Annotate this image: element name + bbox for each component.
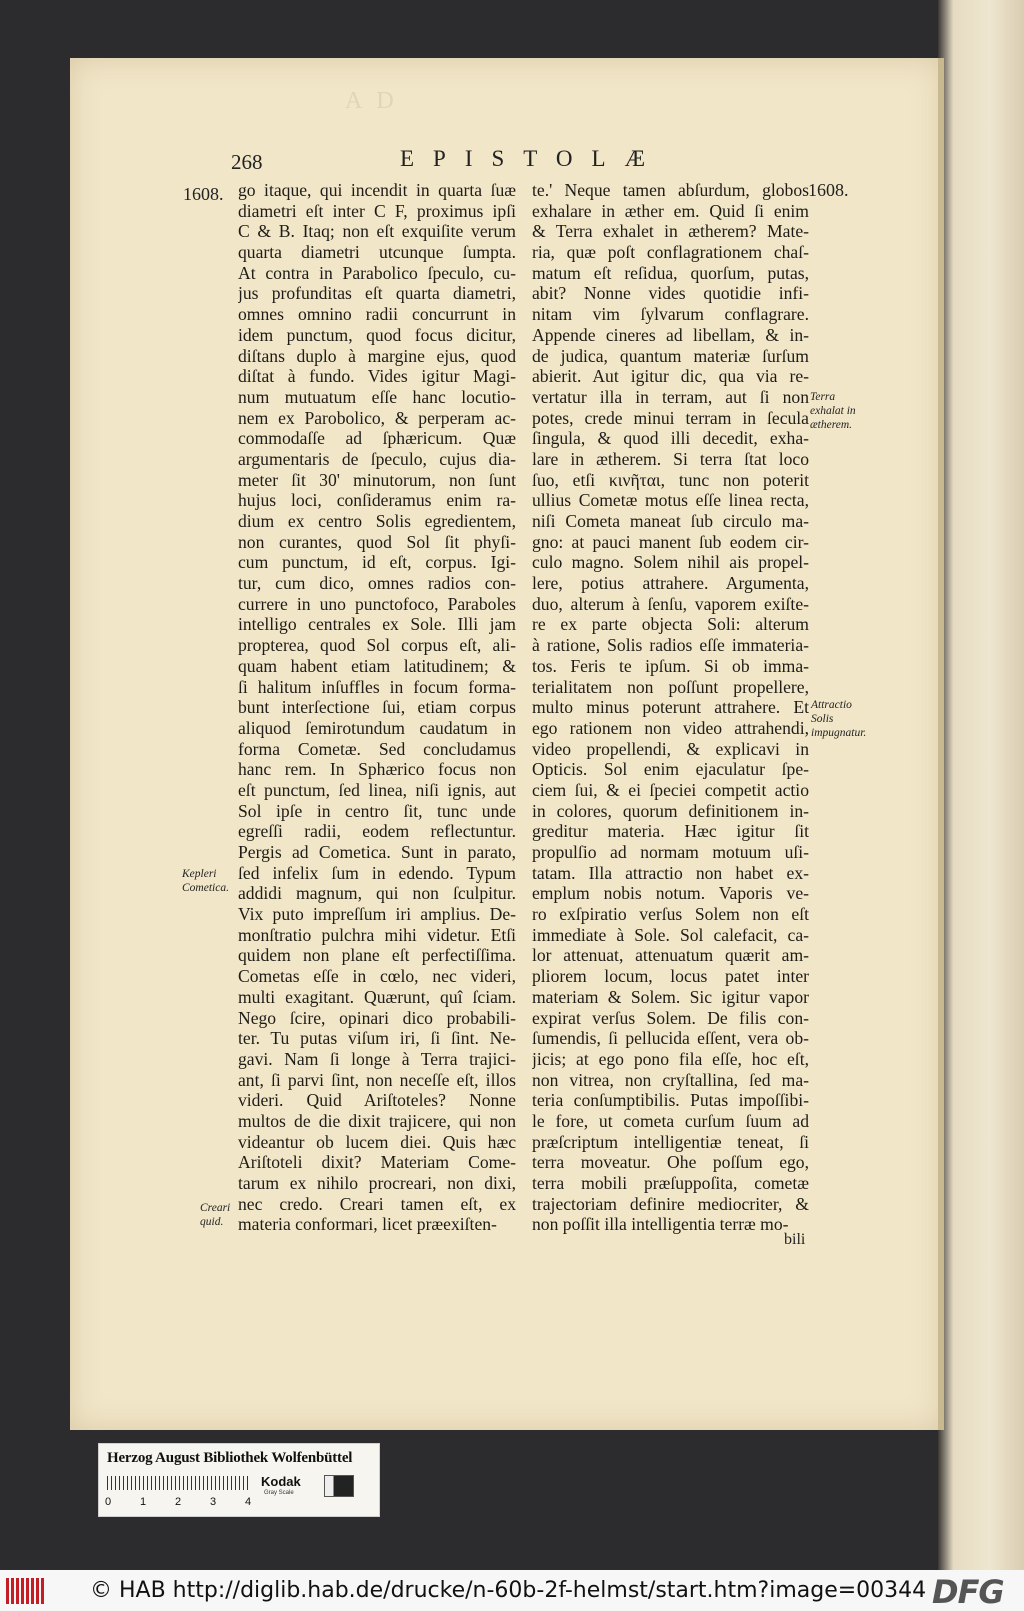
text-line: eſt punctum, ſed linea, niſi ignis, aut [238,779,516,800]
text-line: tos. Feris te ipſum. Si ob imma- [532,655,809,676]
text-line: monſtratio pulchra mihi videtur. Etſi [238,924,516,945]
text-line: intelligo centrales ex Sole. Illi jam [238,614,516,635]
text-line: tarum ex nihilo procreari, non dixi, [238,1173,516,1193]
text-line: go itaque, qui incendit in quarta ſuæ [238,180,516,200]
text-line: multi exagitant. Quærunt, quî ſciam. [238,986,516,1007]
text-line: propulſio ad normam motuum uſi- [532,842,809,862]
text-line: exhalare in æther em. Quid ſi enim [532,200,809,221]
text-line: non curantes, quod Sol ſit phyſi- [238,531,516,552]
text-line: ego rationem non video attrahendi, [532,717,809,738]
text-line: hujus loci, conſideramus enim ra- [238,490,516,511]
text-line: tur, cum dico, omnes radios con- [238,573,516,594]
text-line: nec credo. Creari tamen eſt, ex [238,1193,516,1214]
running-title: EPISTOLÆ [400,146,665,171]
text-line: te.' Neque tamen abſurdum, globos [532,180,809,200]
facing-page-strip [938,0,1024,1570]
text-line: num mutuatum eſſe hanc locutio- [238,386,516,407]
text-line: greditur materia. Hæc igitur ſit [532,821,809,842]
text-line: nem ex Parobolico, & perperam ac- [238,407,516,428]
text-line: diametri eſt inter C F, proximus ipſi [238,200,516,221]
text-line: cum punctum, id eſt, corpus. Igi- [238,552,516,573]
library-name: Herzog August Bibliothek Wolfenbüttel [107,1450,353,1466]
margin-note-attractio: Attractio Solis impugnatur. [811,699,867,739]
right-text-column [532,180,809,1235]
text-line: abierit. Aut igitur dic, qua via re- [532,366,809,387]
text-line: multos de die dixit trajicere, qui non [238,1110,516,1131]
text-line: expirat verſus Solem. De filis con- [532,1007,809,1028]
footer-bar [0,1570,1024,1611]
text-line: abit? Nonne vides quotidie infi- [532,283,809,304]
text-line: in colores, quorum definitionem in- [532,800,809,821]
text-line: ant, ſi parvi ſint, non neceſſe eſt, illos [238,1069,516,1090]
ruler-number: 1 [140,1496,147,1508]
text-line: At contra in Parabolico ſpeculo, cu- [238,262,516,283]
text-line: addidi magnum, qui non ſculpitur. [238,883,516,904]
text-line: currere in uno punctofoco, Paraboles [238,593,516,614]
text-line: Cometas eſſe in cœlo, nec videri, [238,966,516,987]
margin-note-creari: Creari quid. [200,1202,231,1228]
text-line: non poſſit illa intelligentia terræ mo- [532,1214,789,1235]
ruler-number: 3 [210,1496,217,1508]
text-line: re ex parte objecta Soli: alterum [532,614,809,635]
text-line: de judica, quantum materiæ ſurſum [532,345,809,366]
text-line: vertatur illa in terram, aut ſi non [532,386,809,407]
text-line: ter. Tu putas viſum iri, ſi ſint. Ne- [238,1028,516,1049]
text-line: trajectoriam definire mediocriter, & [532,1193,809,1214]
text-line: propterea, quod Sol corpus eſt, ali- [238,635,516,656]
text-line: quidem non plane eſt perfectiſſima. [238,945,516,966]
text-line: ria, quæ poſt conflagrationem chaſ- [532,242,809,263]
text-line: quam habent etiam latitudinem; & [238,655,516,676]
text-line: nitam vim ſylvarum conflagrare. [532,304,809,325]
text-line: teria conſumptibilis. Putas impoſſibi- [532,1090,809,1111]
margin-note-kepleri: Kepleri Cometica. [182,868,229,894]
text-line: dium ex centro Solis egredientem, [238,511,516,531]
text-line: pliorem locum, locus patet inter [532,966,809,987]
text-line: ſi halitum inſuffles in focum forma- [238,676,516,697]
text-line: ſuo, etſi κινῆται, tunc non poterit [532,469,809,490]
text-line: tatam. Illa attractio non habet ex- [532,862,809,883]
text-line: lor attenuat, attenuatum quærit am- [532,945,809,966]
text-line: jus profunditas eſt quarta diametri, [238,283,516,304]
kodak-brand: Kodak [261,1474,301,1489]
text-line: omnes omnino radii concurrunt in [238,304,516,325]
text-line: meter ſit 30' minutorum, non ſunt [238,469,516,490]
text-line: videri. Quid Ariſtoteles? Nonne [238,1090,516,1111]
text-line: & Terra exhalet in ætherem? Mate- [532,221,809,242]
text-line: quarta diametri utcunque ſumpta. [238,242,516,263]
page-number: 268 [231,150,263,174]
gray-scale-swatch [324,1475,354,1497]
page-edge [938,58,944,1430]
text-line: à ratione, Solis radios eſſe immateria- [532,635,809,656]
text-line: idem punctum, quod focus dicitur, [238,324,516,345]
text-line: hanc rem. In Sphærico focus non [238,759,516,780]
text-line: ſumendis, ſi pellucida eſſent, vera ob- [532,1028,809,1049]
text-line: niſi Cometa maneat ſub circulo ma- [532,511,809,531]
catchword: bili [784,1231,806,1248]
measurement-ruler [107,1476,249,1490]
text-line: argumentaris de ſpeculo, cujus dia- [238,448,516,469]
text-line: video propellendi, & explicavi in [532,738,809,759]
text-line: terra moveatur. Ohe poſſum ego, [532,1152,809,1173]
text-line: materiam & Solem. Sic igitur vapor [532,986,809,1007]
text-line: matum eſt reſidua, quorſum, putas, [532,262,809,283]
text-line: ſingula, & quod illi decedit, exha- [532,428,809,449]
text-line: materia conformari, licet præexiſten- [238,1214,497,1235]
text-line: lare in ætherem. Si terra ſtat loco [532,448,809,469]
text-line: bunt interſectione ſui, etiam corpus [238,697,516,718]
text-line: multo minus poterunt attrahere. Et [532,697,809,718]
year-right: 1608. [808,180,849,200]
text-line: præſcriptum intelligentiæ teneat, ſi [532,1131,809,1152]
text-line: diſtans duplo à margine ejus, quod [238,345,516,366]
text-line: gno: at pauci manent ſub eodem cir- [532,531,809,552]
barcode-icon [6,1578,44,1604]
text-line: forma Cometæ. Sed concludamus [238,738,516,759]
text-line: potes, crede minui terram in ſecula [532,407,809,428]
text-line: Opticis. Sol enim ejaculatur ſpe- [532,759,809,780]
ruler-number: 4 [245,1496,252,1508]
text-line: C & B. Itaq; non eſt exquiſite verum [238,221,516,242]
text-line: ro exſpiratio verſus Solem non eſt [532,904,809,925]
left-text-column [238,180,516,1235]
text-line: Vix puto impreſſum iri amplius. De- [238,904,516,925]
year-left: 1608. [183,184,224,204]
text-line: commodaſſe ad ſphæricum. Quæ [238,428,516,449]
text-line: videantur ob lucem diei. Quis hæc [238,1131,516,1152]
margin-note-terra: Terra exhalat in ætherem. [810,391,856,431]
text-line: lere, potius attrahere. Argumenta, [532,573,809,594]
text-line: Ariſtoteli dixit? Materiam Come- [238,1152,516,1173]
text-line: le fore, ut cometa curſum ſuum ad [532,1110,809,1131]
dfg-logo: DFG [932,1573,1004,1611]
ruler-number: 0 [105,1496,112,1508]
text-line: Sol ipſe in centro ſit, tunc unde [238,800,516,821]
text-line: terialitatem non poſſunt propellere, [532,676,809,697]
gray-scale-label: Gray Scale [264,1490,294,1496]
text-line: diſtat à fundo. Vides igitur Magi- [238,366,516,387]
text-line: ſed infelix ſum in edendo. Typum [238,862,516,883]
text-line: duo, alterum à ſenſu, vaporem exiſte- [532,593,809,614]
text-line: ullius Cometæ motus eſſe linea recta, [532,490,809,511]
ruler-number: 2 [175,1496,182,1508]
text-line: terra mobili præſuppoſita, cometæ [532,1173,809,1193]
text-line: Appende cineres ad libellam, & in- [532,324,809,345]
footer-url[interactable]: © HAB http://diglib.hab.de/drucke/n-60b-2f-helmst/start.htm?image=00344 [90,1578,927,1603]
text-line: culo magno. Solem nihil ais propel- [532,552,809,573]
text-line: gavi. Nam ſi longe à Terra trajici- [238,1048,516,1069]
text-line: ciem ſui, & ei ſpeciei competit actio [532,779,809,800]
text-line: emplum nobis notum. Vaporis ve- [532,883,809,904]
text-line: egreſſi radii, eodem reflectuntur. [238,821,516,842]
text-line: aliquod ſemirotundum caudatum in [238,717,516,738]
text-line: Nego ſcire, opinari dico probabili- [238,1007,516,1028]
text-line: non vitrea, non cryſtallina, ſed ma- [532,1069,809,1090]
show-through-heading: AD [345,88,408,114]
text-line: Pergis ad Cometica. Sunt in parato, [238,842,516,862]
text-line: jicis; at ego pono fila eſſe, hoc eſt, [532,1048,809,1069]
library-label-card [98,1443,380,1517]
text-line: immediate à Sole. Sol calefacit, ca- [532,924,809,945]
